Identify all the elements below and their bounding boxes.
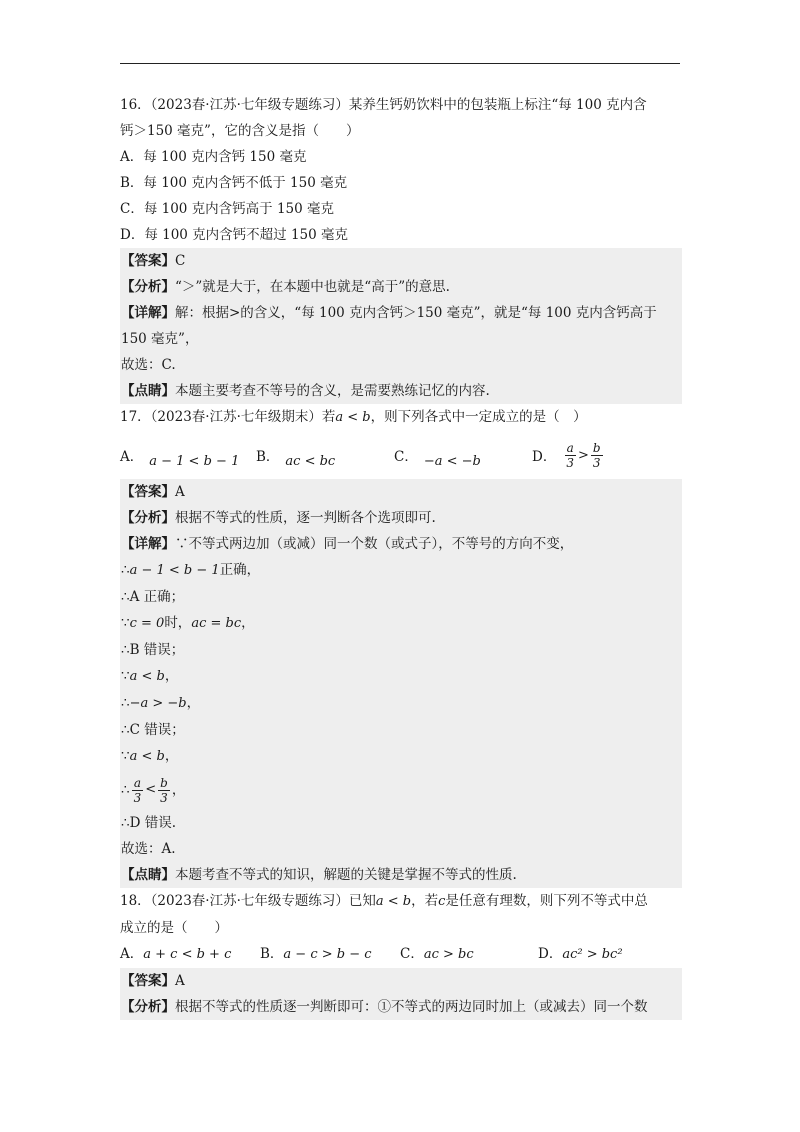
q18-stem-line1: 18．（2023春·江苏·七年级专题练习）已知a < b，若c是任意有理数，则下列不等式中总 xyxy=(120,893,648,909)
q16-detail-line2: 150 毫克”， xyxy=(121,331,199,347)
q16-option-b: B．每 100 克内含钙不低于 150 毫克 xyxy=(120,175,348,191)
q17-step-6: ∴−a > −b， xyxy=(121,695,201,711)
q16-stem-line1: 16．（2023春·江苏·七年级专题练习）某养生钙奶饮料中的包装瓶上标注“每 100 克内含 xyxy=(120,97,647,113)
q18-solution xyxy=(120,968,682,1020)
q18-answer: 【答案】A xyxy=(121,973,185,989)
q16-option-c: C．每 100 克内含钙高于 150 毫克 xyxy=(120,201,335,217)
q17-option-a: A． a − 1 < b − 1 xyxy=(120,449,240,469)
q16-option-a: A．每 100 克内含钙 150 毫克 xyxy=(120,149,307,165)
q17-step-4: ∴B 错误； xyxy=(121,642,185,658)
document-body xyxy=(120,92,682,1020)
header-rule xyxy=(120,63,680,64)
q17-step-1: ∴a − 1 < b − 1正确， xyxy=(121,562,261,578)
q16-option-d: D．每 100 克内含钙不超过 150 毫克 xyxy=(120,227,349,243)
q16-answer: 【答案】C xyxy=(121,253,186,269)
q17-step-2: ∴A 正确； xyxy=(121,589,185,605)
q17-option-b: B． ac < bc xyxy=(256,449,336,469)
q17-option-d: D． $\frac{a}{3}$ > $\frac{b}{3}$ xyxy=(532,440,601,470)
q17-option-d-frac-left: $\frac{a}{3}$ xyxy=(566,440,574,470)
q16-solution xyxy=(120,248,682,404)
q16-comment: 【点睛】本题主要考查不等号的含义，是需要熟练记忆的内容. xyxy=(121,383,490,399)
q18-stem-line2: 成立的是（ ） xyxy=(120,920,228,936)
q17-analysis: 【分析】根据不等式的性质，逐一判断各个选项即可. xyxy=(121,510,436,526)
question-18 xyxy=(120,888,682,968)
q18-options xyxy=(120,941,682,968)
q17-option-c: C． −a < −b xyxy=(394,449,481,469)
q17-step-9-frac-right: $\frac{b}{3}$ xyxy=(160,775,168,805)
q18-option-d: D．ac² > bc² xyxy=(538,946,623,962)
q17-step-10: ∴D 错误. xyxy=(121,815,176,831)
q17-solution xyxy=(120,479,682,888)
q18-option-a: A．a + c < b + c xyxy=(120,946,232,962)
q17-step-7: ∴C 错误； xyxy=(121,722,185,738)
q18-analysis: 【分析】根据不等式的性质逐一判断即可：①不等式的两边同时加上（或减去）同一个数 xyxy=(121,999,648,1015)
q17-select: 故选：A. xyxy=(121,841,176,857)
q17-step-9: ∴ $\frac{a}{3}$ < $\frac{b}{3}$ ， xyxy=(121,775,186,805)
q17-options xyxy=(120,431,682,479)
q18-option-b: B．a − c > b − c xyxy=(260,946,372,962)
q17-step-5: ∵a < b， xyxy=(121,668,179,684)
q17-stem: 17．（2023春·江苏·七年级期末）若a < b，则下列各式中一定成立的是（ ） xyxy=(120,409,587,425)
q17-comment: 【点睛】本题考查不等式的知识，解题的关键是掌握不等式的性质. xyxy=(121,867,517,883)
q17-answer: 【答案】A xyxy=(121,484,185,500)
q16-select: 故选：C. xyxy=(121,357,176,373)
q17-option-d-frac-right: $\frac{b}{3}$ xyxy=(592,440,601,470)
q16-analysis: 【分析】“＞”就是大于，在本题中也就是“高于”的意思. xyxy=(121,279,450,295)
q16-stem-line2: 钙＞150 毫克”，它的含义是指（ ） xyxy=(120,123,360,139)
question-16 xyxy=(120,92,682,248)
question-17 xyxy=(120,404,682,479)
q17-step-3: ∵c = 0时，ac = bc， xyxy=(121,615,255,631)
q18-option-c: C．ac > bc xyxy=(400,946,474,962)
q17-step-9-frac-left: $\frac{a}{3}$ xyxy=(133,775,142,805)
q16-detail-line1: 【详解】解：根据>的含义，“每 100 克内含钙＞150 毫克”，就是“每 100 克内含钙高于 xyxy=(121,305,657,321)
q17-step-8: ∵a < b， xyxy=(121,748,179,764)
q17-detail-line1: 【详解】∵不等式两边加（或减）同一个数（或式子），不等号的方向不变， xyxy=(121,536,574,552)
